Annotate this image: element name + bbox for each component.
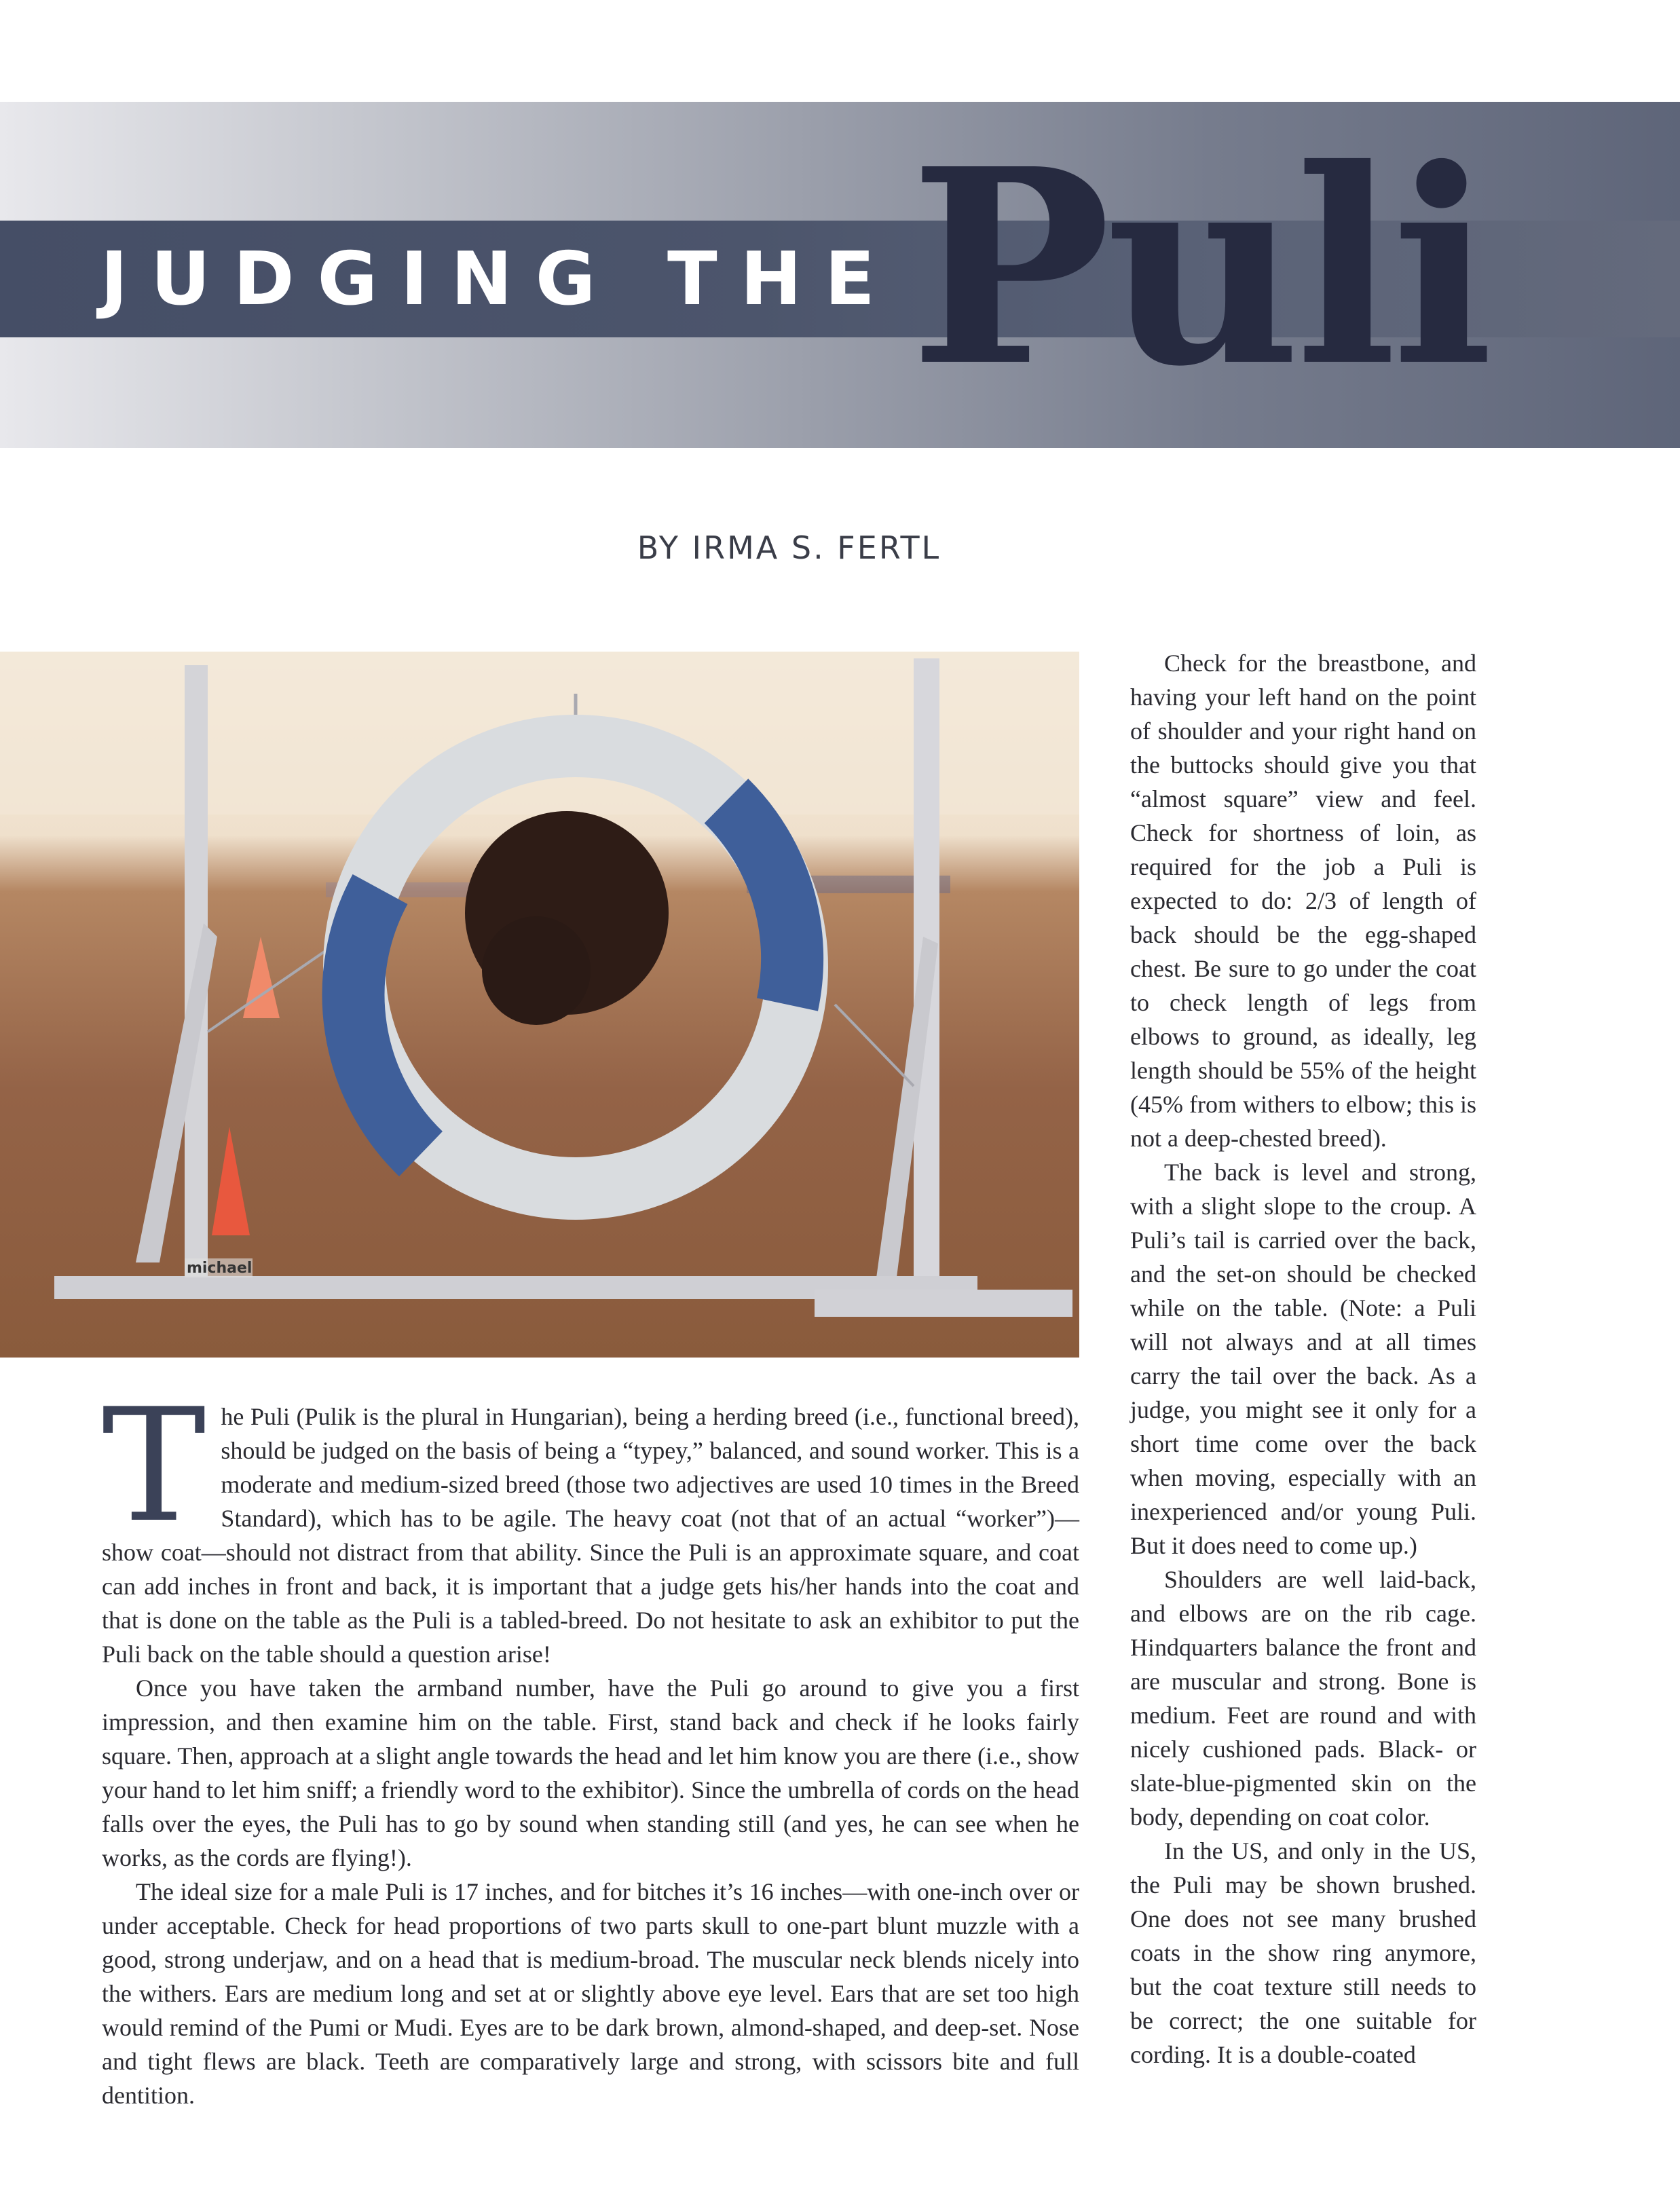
page-title: Puli — [910, 111, 1489, 426]
article-column-right — [1130, 646, 1476, 2072]
article-photo — [0, 652, 1079, 1358]
byline: BY IRMA S. FERTL — [637, 529, 941, 566]
title-kicker: JUDGING THE — [100, 237, 898, 322]
article-paragraph: In the US, and only in the US, the Puli may be shown brushed. One does not see many brushed coats in the show ring anymore, but the coat texture still needs to be correct; the one suitable for cording. It is a double-coated — [1130, 1837, 1476, 2068]
article-paragraph: The back is level and strong, with a slight slope to the croup. A Puli’s tail is carried over the back, and the set-on should be checked while on the table. (Note: a Puli will not always and at all times carry the tail over the back. As a judge, you might see it only for a short time come over the back when moving, especially with an inexperienced and/or young Puli. But it does need to come up.) — [1130, 1159, 1476, 1559]
article-paragraph: Once you have taken the armband number, have the Puli go around to give you a first impression, and then examine him on the table. First, stand back and check if he looks fairly square. Then, approach at a slight angle towards the head and let him know you are there (i.e., show your hand to let him sniff; a friendly word to the exhibitor). Since the umbrella of cords on the head falls over the eyes, the Puli has to go by sound when standing still (and yes, he can see when he works, as the cords are flying!). — [102, 1675, 1079, 1871]
photo-watermark: michael — [187, 1260, 253, 1277]
article-paragraph — [102, 1376, 1079, 1671]
article-paragraph: Check for the breastbone, and having your left hand on the point of shoulder and your right hand on the buttocks should give you that “almost square” view and feel. Check for shortness of loin, as required for the job a Puli is expected to do: 2/3 of length of back should be the egg-shaped chest. Be sure to go under the coat to check length of legs from elbows to ground, as ideally, leg length should be 55% of the height (45% from withers to elbow; this is not a deep-chested breed). — [1130, 650, 1476, 1152]
paragraph-text: he Puli (Pulik is the plural in Hungarian), being a herding breed (i.e., functional breed), should be judged on the basis of being a “typey,” balanced, and sound worker. This is a moderate and medium-sized breed (those two adjectives are used 10 times in the Breed Standard), which has to be agile. The heavy coat (not that of an actual “worker”)—show coat—should not distract from that ability. Since the Puli is an approximate square, and coat can add inches in front and back, it is important that a judge gets his/her hands into the coat and that is done on the table as the Puli is a tabled-breed. Do not hesitate to ask an exhibitor to put the Puli back on the table should a question arise! — [102, 1403, 1079, 1668]
article-column-left — [102, 1376, 1079, 2112]
base-rail — [815, 1290, 1072, 1317]
article-paragraph: Shoulders are well laid-back, and elbows are on the rib cage. Hindquarters balance the front and are muscular and strong. Bone is medium. Feet are round and with nicely cushioned pads. Black- or slate-blue-pigmented skin on the body, depending on coat color. — [1130, 1566, 1476, 1831]
dog-puli — [482, 916, 591, 1025]
drop-cap: T — [102, 1376, 206, 1557]
article-paragraph: The ideal size for a male Puli is 17 inches, and for bitches it’s 16 inches—with one-inch over or under acceptable. Check for head proportions of two parts skull to one-part blunt muzzle with a good, strong underjaw, and on a head that is medium-broad. The muscular neck blends nicely into the withers. Ears are medium long and set at or slightly above eye level. Ears that are set too high would remind of the Pumi or Mudi. Eyes are to be dark brown, almond-shaped, and deep-set. Nose and tight flews are black. Teeth are comparatively large and strong, with scissors bite and full dentition. — [102, 1878, 1079, 2109]
